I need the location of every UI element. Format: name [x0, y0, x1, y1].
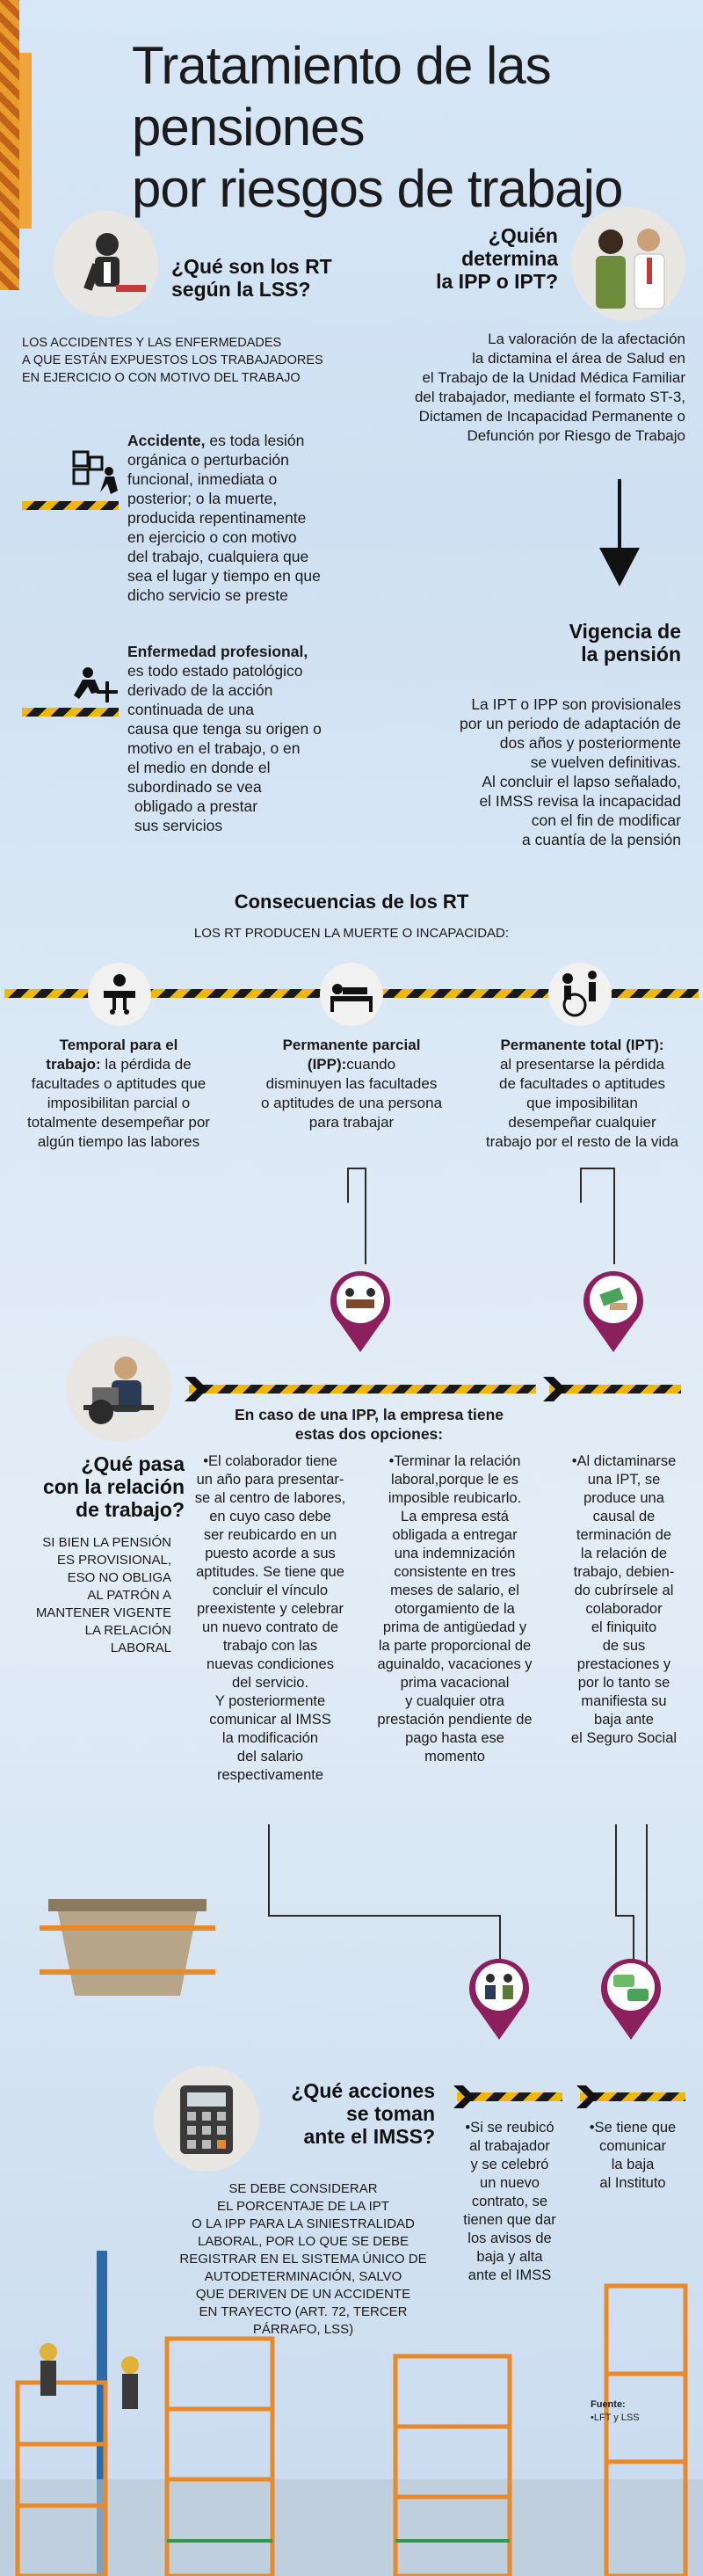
page-title: Tratamiento de las pensiones por riesgos de trabajo	[132, 36, 623, 218]
opciones-hazard-stripe-1	[189, 1385, 536, 1394]
worker-icon	[53, 211, 158, 317]
opcion-reubicar: •El colaborador tiene un año para presentar- se al centro de labores, en cuyo caso debe ser reubicardo en un puesto acorde a sus aptitudes. Se tiene que concluir el vínculo preexistente y celebrar un nuevo contrato de trabajo con las nuevas condiciones del servicio. Y posteriormente comunicar al IMSS la modificación del salario respectivamente	[194, 1453, 346, 1783]
connector-line	[268, 1824, 270, 1917]
que-son-intro: LOS ACCIDENTES Y LAS ENFERMEDADES A QUE ESTÁN EXPUESTOS LOS TRABAJADORES EN EJERCICIO O CON MOTIVO DEL TRABAJO	[22, 336, 323, 385]
vigencia-text: La IPT o IPP son provisionales por un periodo de adaptación de dos años y posteriormente se vuelven definitivas. Al concluir el lapso señalado, el IMSS revisa la incapacidad con el fin de modificar a cuantía de la pensión	[459, 695, 681, 848]
doctors-icon	[571, 207, 685, 321]
chat-pin-icon	[598, 1954, 664, 2041]
acciones-heading: ¿Qué acciones se toman ante el IMSS?	[291, 2079, 435, 2148]
opciones-hazard-stripe-2	[549, 1385, 681, 1394]
enfermedad-hazard-stripe	[22, 708, 119, 717]
connector-line	[580, 1168, 582, 1203]
connector-line	[580, 1168, 615, 1169]
connector-line	[615, 1915, 634, 1917]
que-son-heading: ¿Qué son los RT según la LSS?	[171, 255, 332, 301]
handshake-pin-icon	[466, 1954, 533, 2041]
connector-line	[615, 1824, 617, 1917]
quien-text: La valoración de la afectación la dictamina el área de Salud en el Trabajo de la Unidad Médica Familiar del trabajador, mediante el formato ST-3, Dictamen de Incapacidad Permanente o Defunción por Riesgo de Trabajo	[414, 331, 685, 444]
money-pin-icon	[580, 1266, 647, 1354]
connector-line	[365, 1168, 366, 1264]
sick-worker-icon	[70, 664, 123, 708]
parcial-definition: Permanente parcial (IPP):cuando disminuyen las facultades o aptitudes de una persona para trabajar	[260, 1037, 443, 1131]
crane-arm-decoration	[0, 0, 19, 290]
accion-baja: •Se tiene que comunicar la baja al Instituto	[589, 2120, 677, 2191]
total-definition: Permanente total (IPT): al presentarse la pérdida de facultades o aptitudes que imposibilitan desempeñar cualquier trabajo por el resto de la vida	[485, 1037, 679, 1150]
falling-boxes-icon	[70, 448, 123, 501]
enfermedad-definition: Enfermedad profesional, es todo estado patológico derivado de la acción continuada de una causa que tenga su origen o motivo en el trabajo, o en el medio en donde el subordinado se vea obligado a prestar sus servicios	[127, 643, 322, 834]
chevron-right-icon	[453, 2085, 475, 2108]
relacion-heading: ¿Qué pasa con la relación de trabajo?	[42, 1452, 185, 1521]
concrete-bucket-decoration	[40, 1890, 215, 2031]
connector-line	[646, 1824, 648, 1965]
consecuencias-subheading: LOS RT PRODUCEN LA MUERTE O INCAPACIDAD:	[193, 926, 510, 941]
opciones-heading: En caso de una IPP, la empresa tiene estas dos opciones:	[234, 1406, 504, 1443]
chevron-right-icon	[185, 1377, 207, 1401]
quien-heading: ¿Quién determina la IPP o IPT?	[436, 224, 558, 293]
accion-reubicado: •Si se reubicó al trabajador y se celebró un nuevo contrato, se tienen que dar los avisos de baja y alta ante el IMSS	[463, 2120, 556, 2283]
crane-hook-decoration	[19, 53, 32, 229]
consecuencias-heading: Consecuencias de los RT	[234, 891, 469, 913]
chevron-right-icon	[543, 1377, 566, 1401]
down-arrow-icon	[598, 479, 641, 589]
opcion-ipt: •Al dictaminarse una IPT, se produce una causal de terminación de la relación de trabajo, debien- do cubrírsele al colaborador el finiquito de sus prestaciones y por lo tanto se manifiesta su baja ante el Seguro Social	[570, 1453, 678, 1746]
stretcher-icon	[88, 963, 151, 1026]
chevron-right-icon	[576, 2085, 598, 2108]
connector-line	[268, 1915, 501, 1917]
acciones-text: SE DEBE CONSIDERAR EL PORCENTAJE DE LA IPT O LA IPP PARA LA SINIESTRALIDAD LABORAL, POR LO QUE SE DEBE REGISTRAR EN EL SISTEMA ÚNICO DE AUTODETERMINACIÓN, SALVO QUE DERIVEN DE UN ACCIDENTE EN TRAYECTO (ART. 72, TERCER PÁRRAFO, LSS)	[179, 2181, 427, 2337]
office-meeting-pin-icon	[327, 1266, 394, 1354]
bed-patient-icon	[320, 963, 383, 1026]
connector-line	[613, 1168, 615, 1264]
temporal-definition: Temporal para el trabajo: la pérdida de facultades o aptitudes que imposibilitan parcial o totalmente desempeñar por algún tiempo las labores	[27, 1037, 210, 1150]
vigencia-heading: Vigencia de la pensión	[569, 620, 681, 666]
office-worker-icon	[66, 1336, 171, 1442]
calculator-icon	[154, 2066, 259, 2172]
accidente-hazard-stripe	[22, 501, 119, 510]
connector-line	[347, 1168, 349, 1203]
relacion-text: SI BIEN LA PENSIÓN ES PROVISIONAL, ESO NO OBLIGA AL PATRÓN A MANTENER VIGENTE LA RELACIÓN LABORAL	[35, 1535, 171, 1655]
fuente-note: Fuente: •LFT y LSS	[591, 2399, 640, 2423]
connector-line	[347, 1168, 366, 1169]
accidente-definition: Accidente, es toda lesión orgánica o perturbación funcional, inmediata o posterior; o la muerte, producida repentinamente en ejercicio o con motivo del trabajo, cualquiera que sea el lugar y tiempo en que dicho servicio se preste	[127, 432, 321, 604]
wheelchair-icon	[548, 963, 612, 1026]
opcion-terminar: •Terminar la relación laboral,porque le es imposible reubicarlo. La empresa está obligada a entregar una indemnización consistente en tres meses de salario, el otorgamiento de la prima de antigüedad y la parte proporcional de aguinaldo, vacaciones y prima vacacional y cualquier otra prestación pendiente de pago hasta ese momento	[377, 1453, 533, 1765]
